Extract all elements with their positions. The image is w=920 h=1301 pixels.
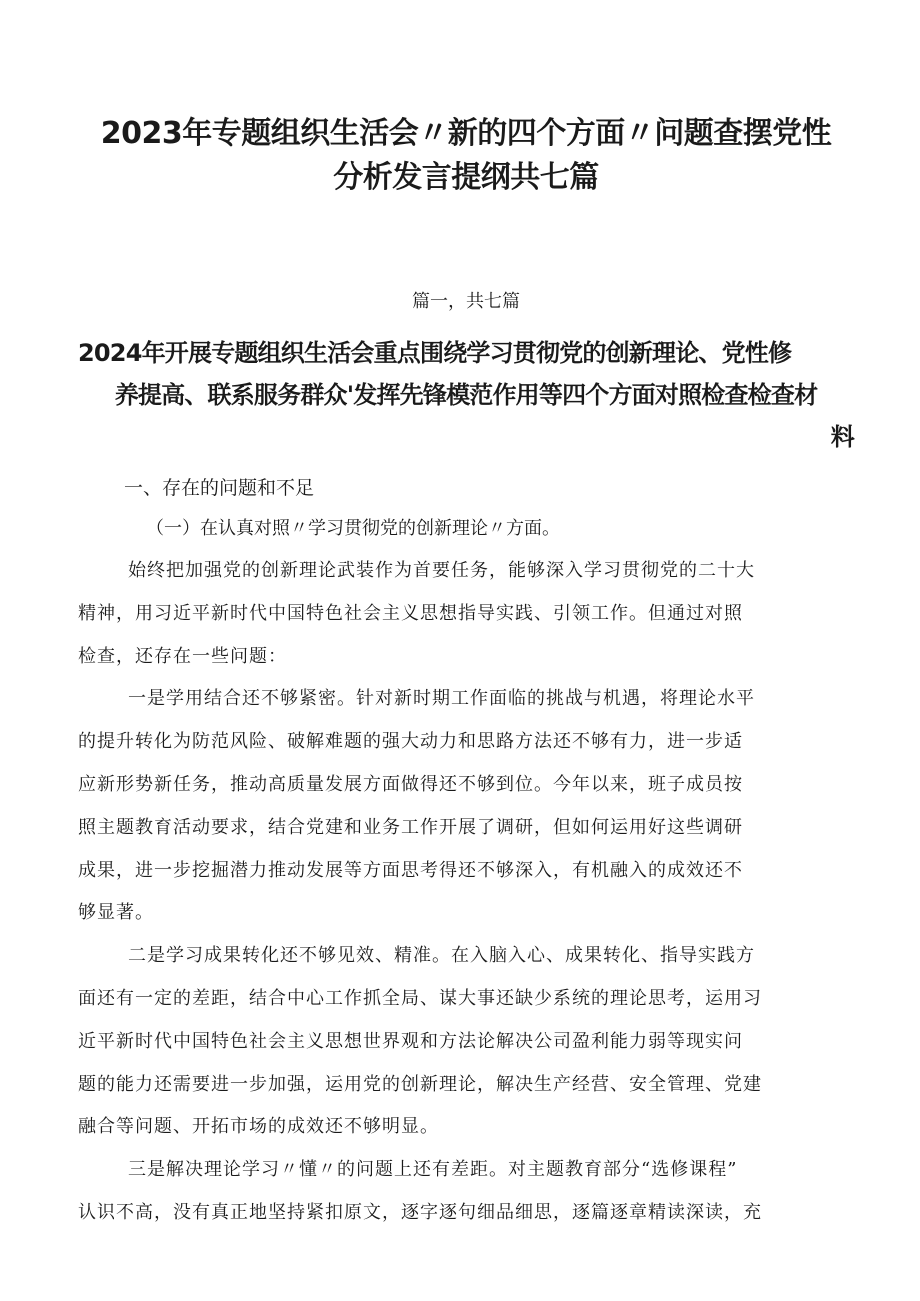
section-subtitle	[78, 332, 854, 458]
paragraph-line: 近平新时代中国特色社会主义思想世界观和方法论解决公司盈利能力弱等现实问	[78, 1030, 743, 1052]
paragraph	[78, 678, 854, 935]
subtitle-line: 2024年开展专题组织生活会重点围绕学习贯彻党的创新理论、党性修	[78, 339, 792, 367]
paragraph-line: 应新形势新任务，推动高质量发展方面做得还不够到位。今年以来，班子成员按	[78, 773, 743, 795]
paragraph-line: 题的能力还需要进一步加强，运用党的创新理论，解决生产经营、安全管理、党建	[78, 1073, 762, 1095]
paragraph-line: 检查，还存在一些问题：	[78, 645, 287, 667]
paragraph-line: 认识不高，没有真正地坚持紧扣原文，逐字逐句细品细思，逐篇逐章精读深读，充	[78, 1201, 762, 1223]
sub-heading: （一）在认真对照〃学习贯彻党的创新理论〃方面。	[146, 518, 560, 539]
paragraph-line: 够显著。	[78, 902, 154, 924]
paragraph-line: 一是学用结合还不够紧密。针对新时期工作面临的挑战与机遇，将理论水平	[128, 688, 755, 710]
title-line: 2023年专题组织生活会〃新的四个方面〃问题查摆党性	[100, 116, 832, 151]
part-label: 篇一，共七篇	[412, 291, 520, 312]
paragraph-line: 融合等问题、开拓市场的成效还不够明显。	[78, 1116, 439, 1138]
section-heading: 一、存在的问题和不足	[124, 477, 315, 499]
title-line: 分析发言提纲共七篇	[333, 160, 599, 195]
paragraph-line: 始终把加强党的创新理论武装作为首要任务，能够深入学习贯彻党的二十大	[128, 560, 755, 581]
paragraph-line: 的提升转化为防范风险、破解难题的强大动力和思路方法还不够有力，进一步适	[78, 731, 743, 753]
paragraph-line: 面还有一定的差距，结合中心工作抓全局、谋大事还缺少系统的理论思考，运用习	[78, 987, 762, 1009]
paragraph	[78, 935, 854, 1149]
paragraph-line: 二是学习成果转化还不够见效、精准。在入脑入心、成果转化、指导实践方	[128, 945, 755, 967]
document-title	[78, 0, 854, 200]
subtitle-line: 料	[830, 423, 854, 451]
paragraph-line: 照主题教育活动要求，结合党建和业务工作开展了调研，但如何运用好这些调研	[78, 816, 743, 838]
paragraph-line: 成果，进一步挖掘潜力推动发展等方面思考得还不够深入，有机融入的成效还不	[78, 859, 743, 881]
subtitle-line: 养提高、联系服务群众'发挥先锋模范作用等四个方面对照检查检查材	[114, 381, 818, 409]
paragraph-line: 三是解决理论学习〃懂〃的问题上还有差距。对主题教育部分“选修课程”	[128, 1159, 738, 1181]
paragraph	[78, 550, 854, 678]
paragraph	[78, 1149, 854, 1235]
paragraph-line: 精神，用习近平新时代中国特色社会主义思想指导实践、引领工作。但通过对照	[78, 602, 743, 624]
